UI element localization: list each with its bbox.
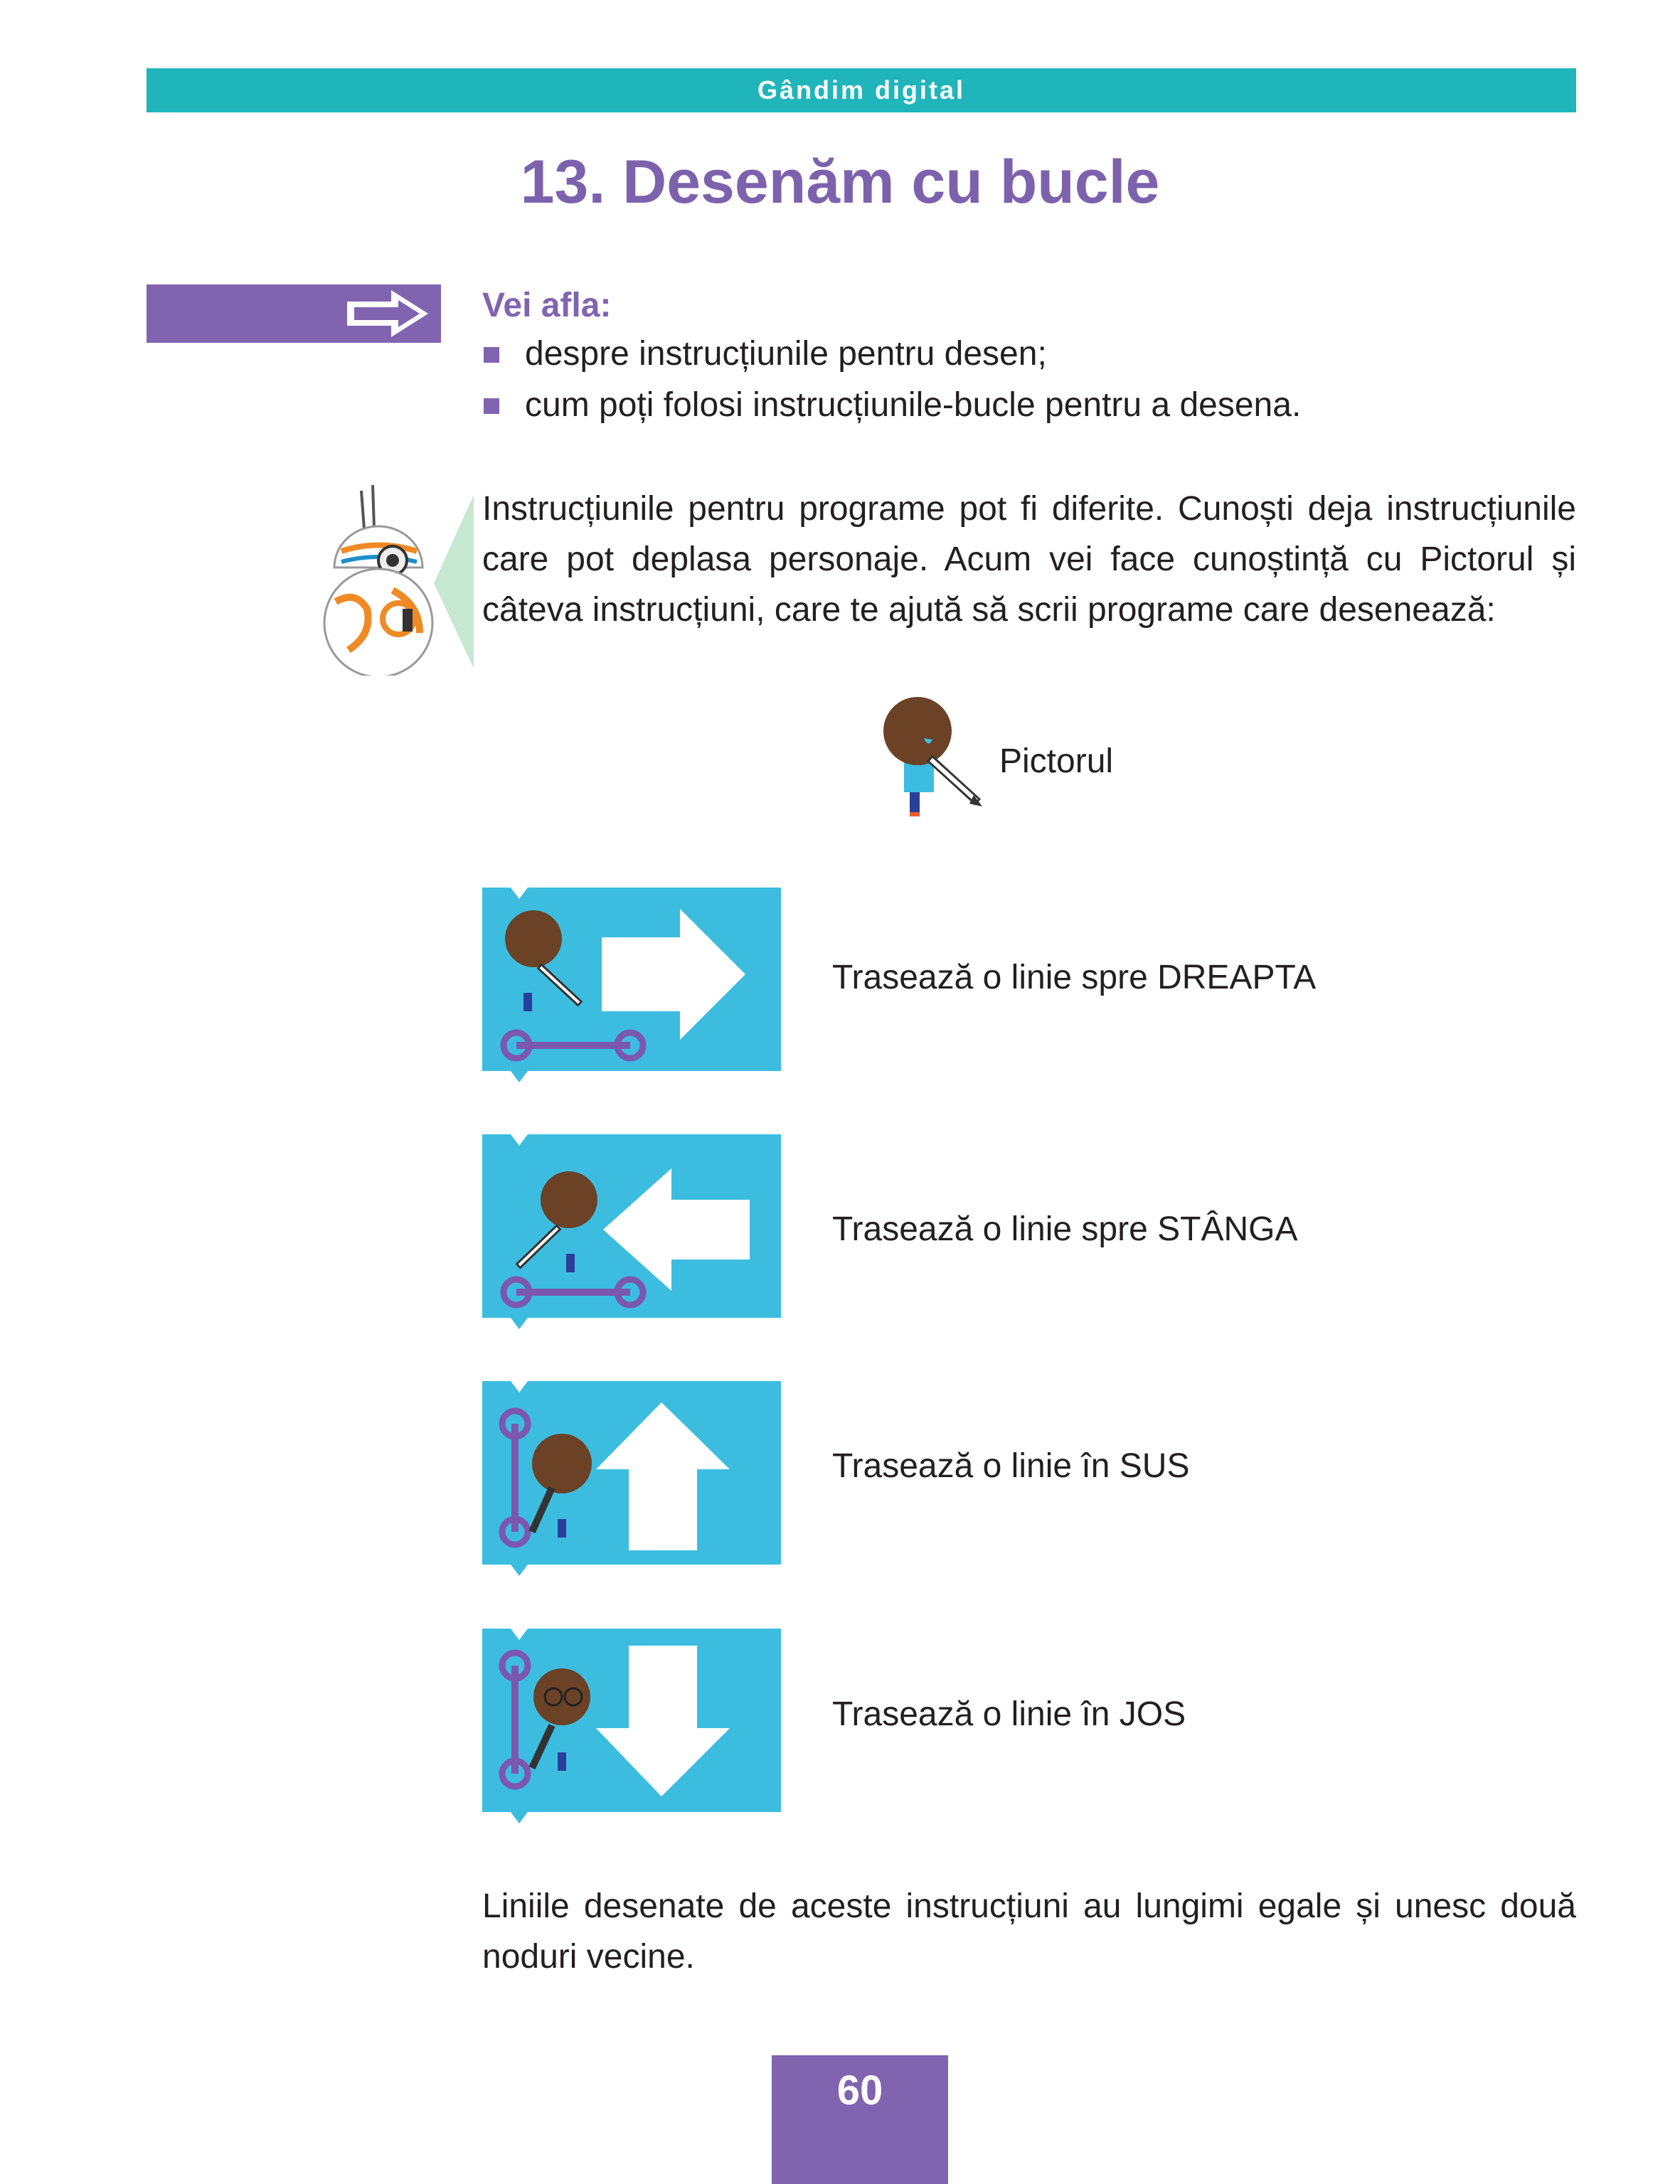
intro-paragraph: Instrucțiunile pentru programe pot fi diferite. Cunoști deja instrucțiunile care pot deplasa personaje. Acum vei face cunoștință cu Pictorul și câteva instrucțiuni, care te ajută să scrii programe care desenează: <box>482 490 1576 629</box>
instruction-block-up[interactable] <box>482 1381 788 1584</box>
arrow-left-icon <box>482 1134 788 1333</box>
robot-icon <box>313 484 477 676</box>
arrow-right-icon <box>482 888 788 1087</box>
list-item-text: despre instrucțiunile pentru desen; <box>525 335 1047 373</box>
painter-icon <box>878 696 985 831</box>
robot-mascot <box>313 484 477 679</box>
instruction-label: Trasează o linie spre DREAPTA <box>832 959 1317 996</box>
arrow-down-icon <box>482 1629 788 1828</box>
instruction-block-left[interactable] <box>482 1134 788 1337</box>
bullet-square-icon <box>484 398 499 414</box>
list-item-text: cum poți folosi instrucțiunile-bucle pentru a desena. <box>525 386 1302 424</box>
bullet-square-icon <box>484 347 499 363</box>
instruction-label: Trasează o linie spre STÂNGA <box>832 1210 1298 1248</box>
learn-list <box>482 329 1585 431</box>
painter-figure <box>878 696 985 834</box>
instruction-label: Trasează o linie în JOS <box>832 1695 1186 1733</box>
learn-marker-bar <box>147 284 441 343</box>
closing-paragraph: Liniile desenate de aceste instrucțiuni au lungimi egale și unesc două noduri vecine. <box>482 1887 1576 1976</box>
painter-label: Pictorul <box>999 742 1114 780</box>
list-item <box>482 329 1585 380</box>
arrow-up-icon <box>482 1381 788 1580</box>
instruction-label: Trasează o linie în SUS <box>832 1447 1190 1485</box>
chapter-title: 13. Desenăm cu bucle <box>520 148 1160 216</box>
list-item <box>482 380 1585 431</box>
arrow-right-icon <box>341 289 434 339</box>
instruction-block-right[interactable] <box>482 888 788 1090</box>
page-number: 60 <box>772 2055 948 2184</box>
section-header-bar: Gândim digital <box>147 68 1576 112</box>
instruction-block-down[interactable] <box>482 1629 788 1831</box>
learn-heading: Vei afla: <box>482 287 612 324</box>
